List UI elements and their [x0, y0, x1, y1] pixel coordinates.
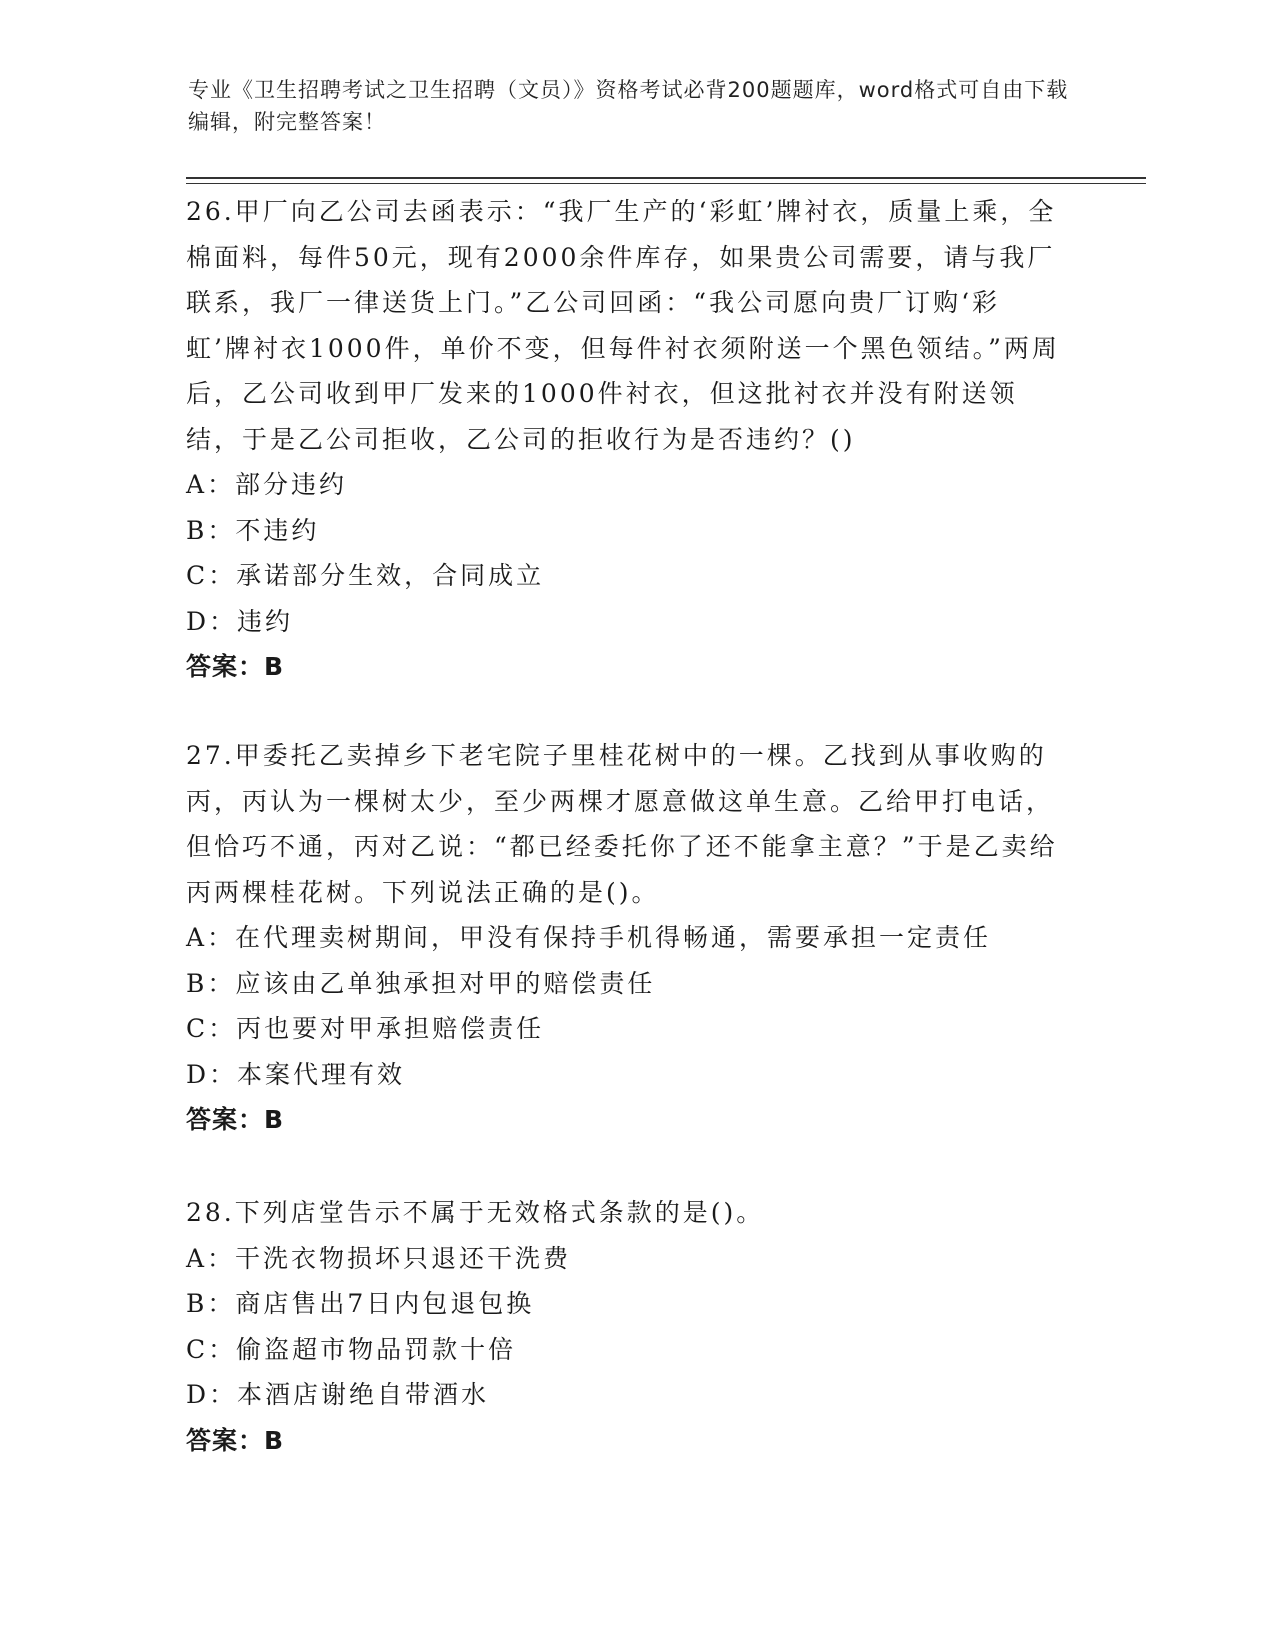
answer-line: 答案：B: [186, 652, 285, 681]
option-b: B：应该由乙单独承担对甲的赔偿责任: [186, 968, 656, 998]
option-a: A：部分违约: [186, 470, 348, 499]
question-26: [186, 189, 1066, 690]
question-27: [186, 733, 1066, 1143]
question-stem: 27.甲委托乙卖掉乡下老宅院子里桂花树中的一棵。乙找到从事收购的丙，丙认为一棵树太少，至少两棵才愿意做这单生意。乙给甲打电话，但恰巧不通，丙对乙说：“都已经委托你了还不能拿主意？”于是乙卖给丙两棵桂花树。下列说法正确的是()。: [186, 741, 1058, 907]
option-b: B：商店售出7日内包退包换: [186, 1289, 535, 1318]
header-divider-thick: [186, 177, 1146, 179]
answer-line: 答案：B: [186, 1425, 285, 1455]
option-d: D：违约: [186, 606, 294, 636]
option-a: A：干洗衣物损坏只退还干洗费: [186, 1243, 572, 1273]
option-b: B：不违约: [186, 515, 320, 545]
option-d: D：本酒店谢绝自带酒水: [186, 1380, 490, 1409]
option-a: A：在代理卖树期间，甲没有保持手机得畅通，需要承担一定责任: [186, 923, 992, 952]
question-stem: 28.下列店堂告示不属于无效格式条款的是()。: [186, 1198, 765, 1227]
header-divider-thin: [186, 183, 1146, 184]
option-c: C：偷盗超市物品罚款十倍: [186, 1334, 517, 1364]
question-stem: 26.甲厂向乙公司去函表示：“我厂生产的‘彩虹’牌衬衣，质量上乘，全棉面料，每件50元，现有2000余件库存，如果贵公司需要，请与我厂联系，我厂一律送货上门。”乙公司回函：“我公司愿向贵厂订购‘彩虹’牌衬衣1000件，单价不变，但每件衬衣须附送一个黑色领结。”两周后，乙公司收到甲厂发来的1000件衬衣，但这批衬衣并没有附送领结，于是乙公司拒收，乙公司的拒收行为是否违约？(): [186, 197, 1060, 454]
document-header: 专业《卫生招聘考试之卫生招聘（文员）》资格考试必背200题题库，word格式可自由下载编辑，附完整答案！: [188, 78, 1069, 134]
question-28: [186, 1190, 1066, 1463]
option-d: D：本案代理有效: [186, 1059, 406, 1089]
option-c: C：丙也要对甲承担赔偿责任: [186, 1014, 545, 1043]
option-c: C：承诺部分生效，合同成立: [186, 561, 545, 590]
answer-line: 答案：B: [186, 1105, 285, 1134]
